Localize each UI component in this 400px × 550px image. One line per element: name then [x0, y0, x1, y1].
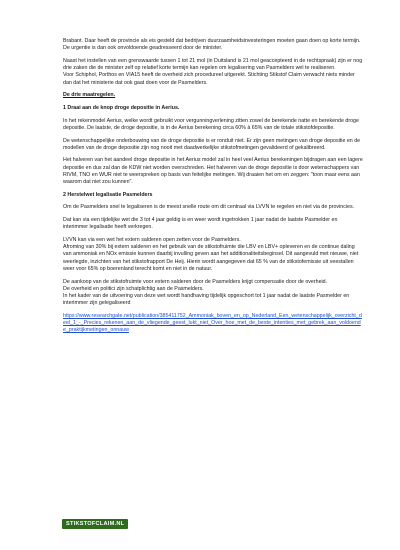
- intro-line-2: De urgentie is dan ook onvoldoende geadresseerd door de minister.: [63, 45, 223, 52]
- reference-link[interactable]: https://www.researchgate.net/publication/385411752_Ammoniak_boven_en_op_Nederland_Een_wetenschappelijk_overzicht_deel_1_-_Precies_rekenen_aan_de_vliegende_geest_lukt_niet_Over_hoe_met_de_beste_intenties_met_gebrek_aan_voldoende_praktijkmetingen_onnauw: [63, 312, 362, 334]
- stikstofclaim-logo: STIKSTOFCLAIM.NL: [62, 519, 128, 529]
- measure-1-text-1: In het rekenmodel Aerius, welke wordt gebruikt voor vergunningverlening zitten zowel de berekende natte en berekende droge depositie. De laatste, de droge depositie, is in de Aerius berekening circa 60% à 65% van de totale stikstofdepositie.: [63, 117, 359, 131]
- measure-2-text-2: Dat kan via een tijdelijke wet die 3 tot 4 jaar geldig is en weer wordt ingetrokken 1 jaar nadat de laatste Pasmelder en interimmer legalisatie heeft verkregen.: [63, 217, 338, 231]
- measure-1-paragraph-3: [63, 157, 363, 186]
- measure-2-text-4a: De aankoop van de stikstofruimte voor extern salderen door de Pasmelders krijgt compensatie door de overheid.: [63, 278, 328, 285]
- context-line-1: Naast het instellen van een grenswaarde tussen 1 tot 21 mol (in Duitsland is 21 mol geaccepteerd in de rechtspraak) zijn er nog drie zaken die de minister zelf op relatief korte termijn kan regelen om legalisering van Pasmelders wel te realiseren.: [63, 57, 363, 72]
- measure-2-paragraph-3: [63, 237, 363, 273]
- measure-2-text-3b: Afroming van 30% bij extern salderen en het gebruik van de stikstofruimte die LBV en LBV+ opleveren en de continue daling van ammoniak en NOx emissie kunnen daarbij invulling geven aan het additionaliteitsbeginsel. Dit aangevuld met nieuwe, niet weerlegde, inzichten van het stikstofrapport De Heij. Hierin wordt aangegeven dat 65 % van de stikstofemissie uit veestallen weer voor 65% op boerenland terecht komt en niet in de natuur.: [63, 244, 359, 272]
- section-title: De drie maatregelen.: [63, 92, 116, 99]
- intro-line-1: Brabant. Daar heeft de provincie als eis gesteld dat bedrijven duurzaamheidsinvesteringen moeten gaan doen op korte termijn.: [63, 38, 361, 44]
- document-body: [63, 38, 363, 340]
- measure-2-paragraph-4: [63, 279, 363, 308]
- section-heading-block: [63, 92, 363, 99]
- measure-2-paragraph-2: [63, 217, 363, 231]
- measure-2-title: 2 Herstelwet legalisatie Pasmelders: [63, 191, 153, 198]
- measure-2-paragraph-1: [63, 204, 363, 211]
- measure-1-title: 1 Draai aan de knop droge depositie in Aerius.: [63, 104, 180, 111]
- measure-1-paragraph-2: [63, 138, 363, 152]
- measure-1-text-3: Het halveren van het aandeel droge depositie in het Aerius model zal in heel veel Aerius berekeningen bijdragen aan een lagere depositie en dus zal dan de KDW niet worden overschreden. Het halveren van de droge depositie is door wetenschappers van RIVM, TNO en WUR niet te weerspreken op basis van feitelijke metingen. Wij draaien het om en zeggen: "toon maar eens aan waarom dat niet zou kunnen".: [63, 157, 363, 186]
- measure-2-text-4c: In het kader van de uitvoering van deze wet wordt handhaving tijdelijk opgeschort tot 1 jaar nadat de laatste Pasmelder en interimmer zijn gelegaliseerd: [63, 292, 350, 307]
- measure-2-heading-block: [63, 192, 363, 199]
- measure-2-text-1: Om de Pasmelders snel te legaliseren is de meest snelle route om dit centraal via LVVN te regelen en niet via de provincies.: [63, 204, 355, 211]
- context-paragraph: [63, 58, 363, 87]
- context-line-2: Voor Schiphol, Porthos en VIA15 heeft de overheid zich procedureel uitgerekt. Stichting Stikstof Claim verwacht niets minder dan dat het ministerie dat ook gaat doen voor de Pasmelders.: [63, 72, 355, 86]
- measure-1-text-2: De wetenschappelijke onderbouwing van de droge depositie is er ronduit niet. Er zijn geen metingen van droge depositie en de modellen van de droge depositie zijn nog nooit met daadwerkelijke stikstofmetingen gevalideerd of gekalibreerd.: [63, 137, 361, 151]
- measure-2-text-3a: LVVN kan via een wet het extern salderen open zetten voor de Pasmelders.: [63, 237, 241, 244]
- intro-paragraph: [63, 38, 363, 52]
- reference-link-block: [63, 313, 363, 335]
- measure-1-paragraph-1: [63, 118, 363, 132]
- measure-1-heading-block: [63, 105, 363, 112]
- measure-2-text-4b: De overheid en politici zijn schatplichtig aan de Pasmelders.: [63, 285, 204, 292]
